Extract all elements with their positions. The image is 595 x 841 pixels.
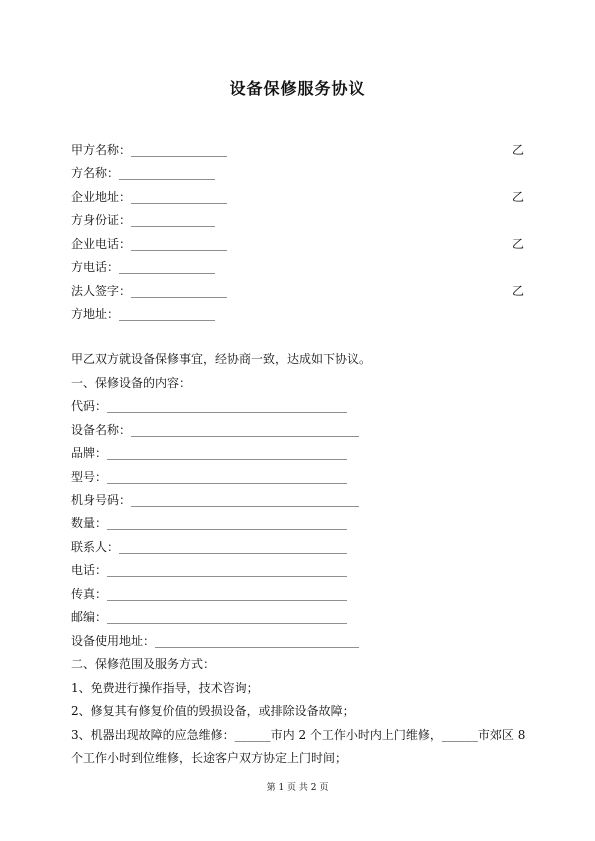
form-field-line: 型号：________________________________________	[71, 470, 348, 484]
intro-paragraph: 甲乙双方就设备保修事宜，经协商一致，达成如下协议。	[71, 352, 372, 366]
party-b-name-line: 方名称：________________	[71, 166, 216, 180]
form-field-line: 联系人：______________________________________	[71, 540, 348, 554]
party-a-address-line: 企业地址：________________	[71, 190, 228, 204]
document-title: 设备保修服务协议	[229, 79, 366, 98]
party-b-address-line: 方地址：________________	[71, 307, 216, 321]
section-heading: 二、保修范围及服务方式：	[71, 657, 216, 671]
form-field-line: 机身号码：______________________________________	[71, 493, 360, 507]
clause-line: 3、机器出现故障的应急维修：______市内 2 个工作小时内上门维修，______市郊区 8	[71, 728, 526, 742]
form-field-line: 传真：________________________________________	[71, 587, 348, 601]
form-field-line: 代码：________________________________________	[71, 399, 348, 413]
form-field-line: 邮编：________________________________________	[71, 610, 348, 624]
section-heading: 一、保修设备的内容：	[71, 376, 192, 390]
clause-line: 2、修复其有修复价值的毁损设备，或排除设备故障；	[71, 704, 355, 718]
form-field-line: 设备使用地址：__________________________________	[71, 634, 360, 648]
party-a-name-line: 甲方名称：________________	[71, 143, 228, 157]
form-field-line: 品牌：________________________________________	[71, 446, 348, 460]
party-a-phone-line: 企业电话：________________	[71, 237, 228, 251]
party-b-marker: 乙	[512, 284, 525, 298]
form-field-line: 电话：________________________________________	[71, 563, 348, 577]
clause-line: 个工作小时到位维修，长途客户双方协定上门时间；	[71, 751, 348, 765]
clause-line: 1、免费进行操作指导，技术咨询；	[71, 681, 259, 695]
party-b-marker: 乙	[512, 237, 525, 251]
page-footer: 第 1 页 共 2 页	[266, 783, 329, 793]
party-b-id-line: 方身份证：______________	[71, 213, 216, 227]
party-b-marker: 乙	[512, 143, 525, 157]
form-field-line: 数量：________________________________________	[71, 516, 348, 530]
party-b-phone-line: 方电话：________________	[71, 260, 216, 274]
form-field-line: 设备名称：______________________________________	[71, 423, 360, 437]
party-b-marker: 乙	[512, 190, 525, 204]
legal-signature-line: 法人签字：________________	[71, 284, 228, 298]
